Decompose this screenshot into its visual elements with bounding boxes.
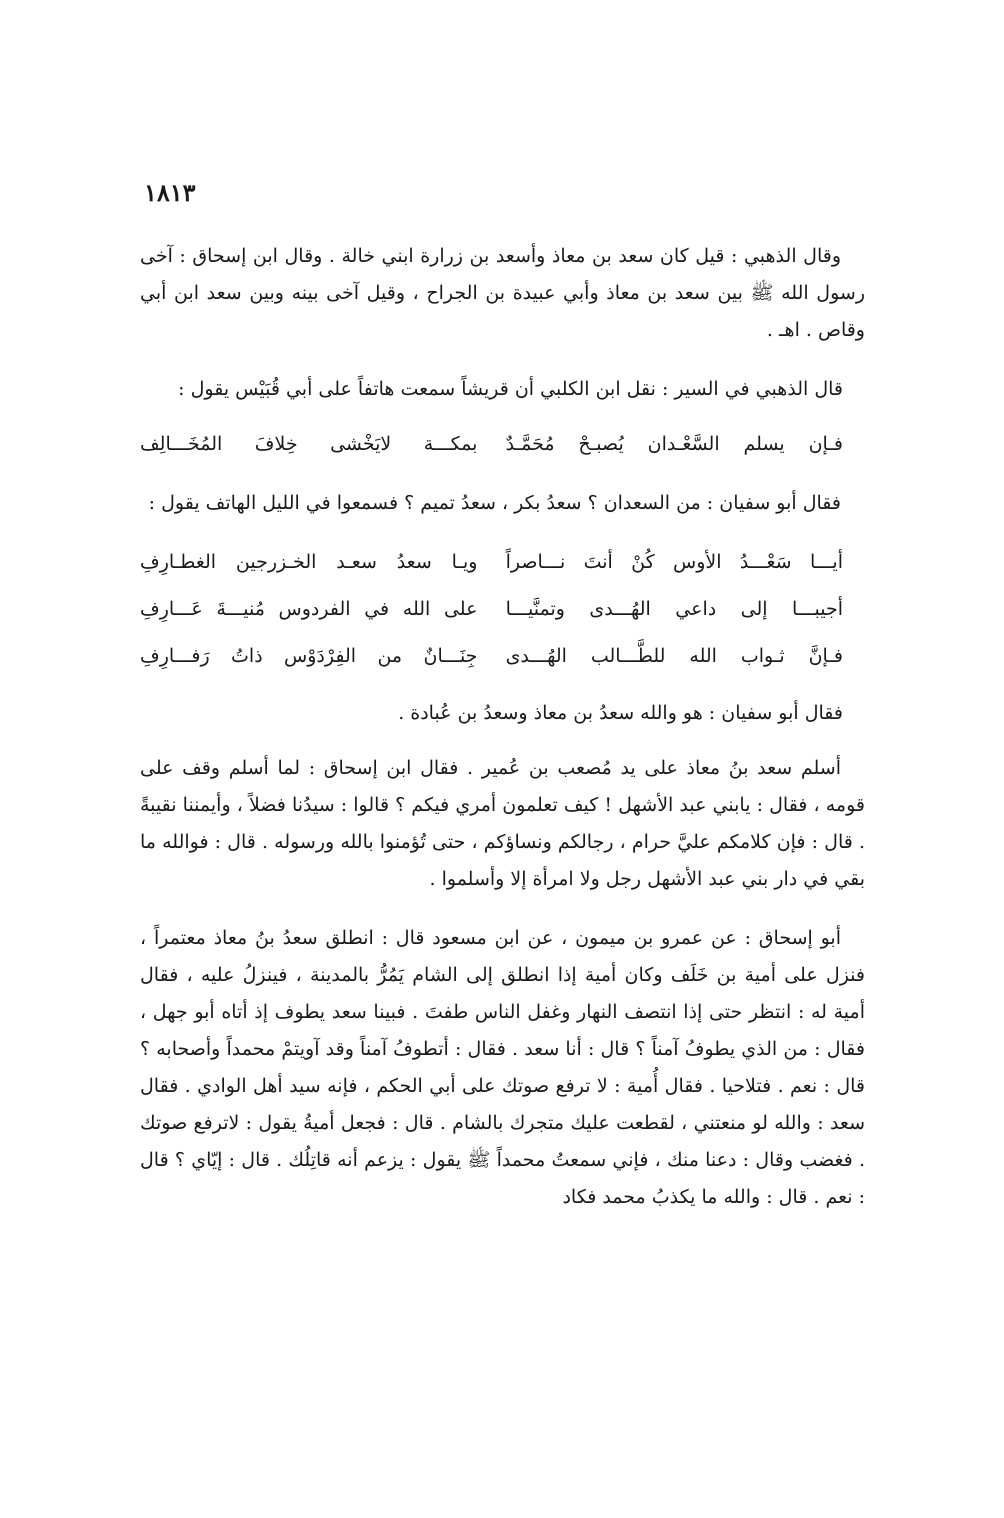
paragraph-siyar-intro: قال الذهبي في السير : نقل ابن الكلبي أن قريشاً سمعت هاتفاً على أبي قُبَيْس يقول :: [178, 378, 843, 400]
verse-first-hemistich: فـإنَّ ثـواب الله للطَّـــالب الهُـــدى: [505, 645, 843, 667]
paragraph-abu-sufyan-answer: فقال أبو سفيان : هو والله سعدُ بن معاذ وسعدُ بن عُبادة .: [398, 702, 843, 724]
page-number: ١٨١٣: [144, 178, 196, 207]
verse-single: [140, 426, 843, 463]
verse-first-hemistich: فـإن يسلم السَّعْـدان يُصبـحْ مُحَمَّـدٌ: [505, 433, 843, 455]
verse-first-hemistich: أجيبـــا إلى داعي الهُـــدى وتمنَّيـــا: [505, 598, 843, 620]
page-body: [140, 238, 865, 1238]
verse-line: [140, 426, 843, 463]
verse-first-hemistich: أيـــا سَعْـــدُ الأوس كُنْ أنتَ نـــاصراً: [505, 551, 843, 573]
verse-line-1: [140, 544, 843, 581]
verse-second-hemistich: جِنَـــانٌ من الفِرْدَوْس ذاتُ رَفـــارِفِ: [140, 645, 478, 667]
poem-block: [140, 544, 843, 675]
paragraph-saad-islam: أسلم سعد بنُ معاذ على يد مُصعب بن عُمير . فقال ابن إسحاق : لما أسلم وقف على قومه ، فقال : يابني عبد الأشهل ! كيف تعلمون أمري فيكم ؟ قالوا : سيدُنا فضلاً ، وأيمننا نقيبةً . قال : فإن كلامكم عليَّ حرام ، رجالكم ونساؤكم ، حتى تُؤمنوا بالله ورسوله . قال : فوالله ما بقي في دار بني عبد الأشهل رجل ولا امرأة إلا وأسلموا .: [140, 757, 865, 890]
verse-second-hemistich: ويـا سعدُ سعـد الخـزرجين الغطـارِفِ: [140, 551, 478, 573]
verse-line-2: [140, 591, 843, 628]
verse-second-hemistich: على الله في الفردوس مُنيـــةَ عَـــارِفِ: [140, 598, 478, 620]
verse-second-hemistich: بمكـــة لايَخْشى خِلافَ المُخَـــالِف: [140, 433, 478, 455]
verse-line-3: [140, 638, 843, 675]
paragraph-abu-sufyan-question: فقال أبو سفيان : من السعدان ؟ سعدُ بكر ، سعدُ تميم ؟ فسمعوا في الليل الهاتف يقول :: [148, 492, 841, 514]
paragraph-ibn-masud-narration: أبو إسحاق : عن عمرو بن ميمون ، عن ابن مسعود قال : انطلق سعدُ بنُ معاذ معتمراً ، فنزل على أمية بن خَلَف وكان أمية إذا انطلق إلى الشام يَمُرُّ بالمدينة ، فينزلُ عليه ، فقال أمية له : انتظر حتى إذا انتصف النهار وغفل الناس طفتَ . فبينا سعد يطوف إذ أتاه أبو جهل ، فقال : من الذي يطوفُ آمناً ؟ قال : أنا سعد . فقال : أتطوفُ آمناً وقد آويتمْ محمداً وأصحابه ؟ قال : نعم . فتلاحيا . فقال أُمية : لا ترفع صوتك على أبي الحكم ، فإنه سيد أهل الوادي . فقال سعد : والله لو منعتني ، لقطعت عليك متجرك بالشام . قال : فجعل أميةُ يقول : لاترفع صوتك . فغضب وقال : دعنا منك ، فإني سمعتُ محمداً ﷺ يقول : يزعم أنه قاتِلُك . قال : إيّاي ؟ قال : نعم . قال : والله ما يكذبُ محمد فكاد: [140, 927, 865, 1208]
paragraph-dhahabi-brothers: وقال الذهبي : قيل كان سعد بن معاذ وأسعد بن زرارة ابني خالة . وقال ابن إسحاق : آخى رسول الله ﷺ بين سعد بن معاذ وأبي عبيدة بن الجراح ، وقيل آخى بينه وبين سعد ابن أبي وقاص . اهـ .: [140, 245, 865, 341]
